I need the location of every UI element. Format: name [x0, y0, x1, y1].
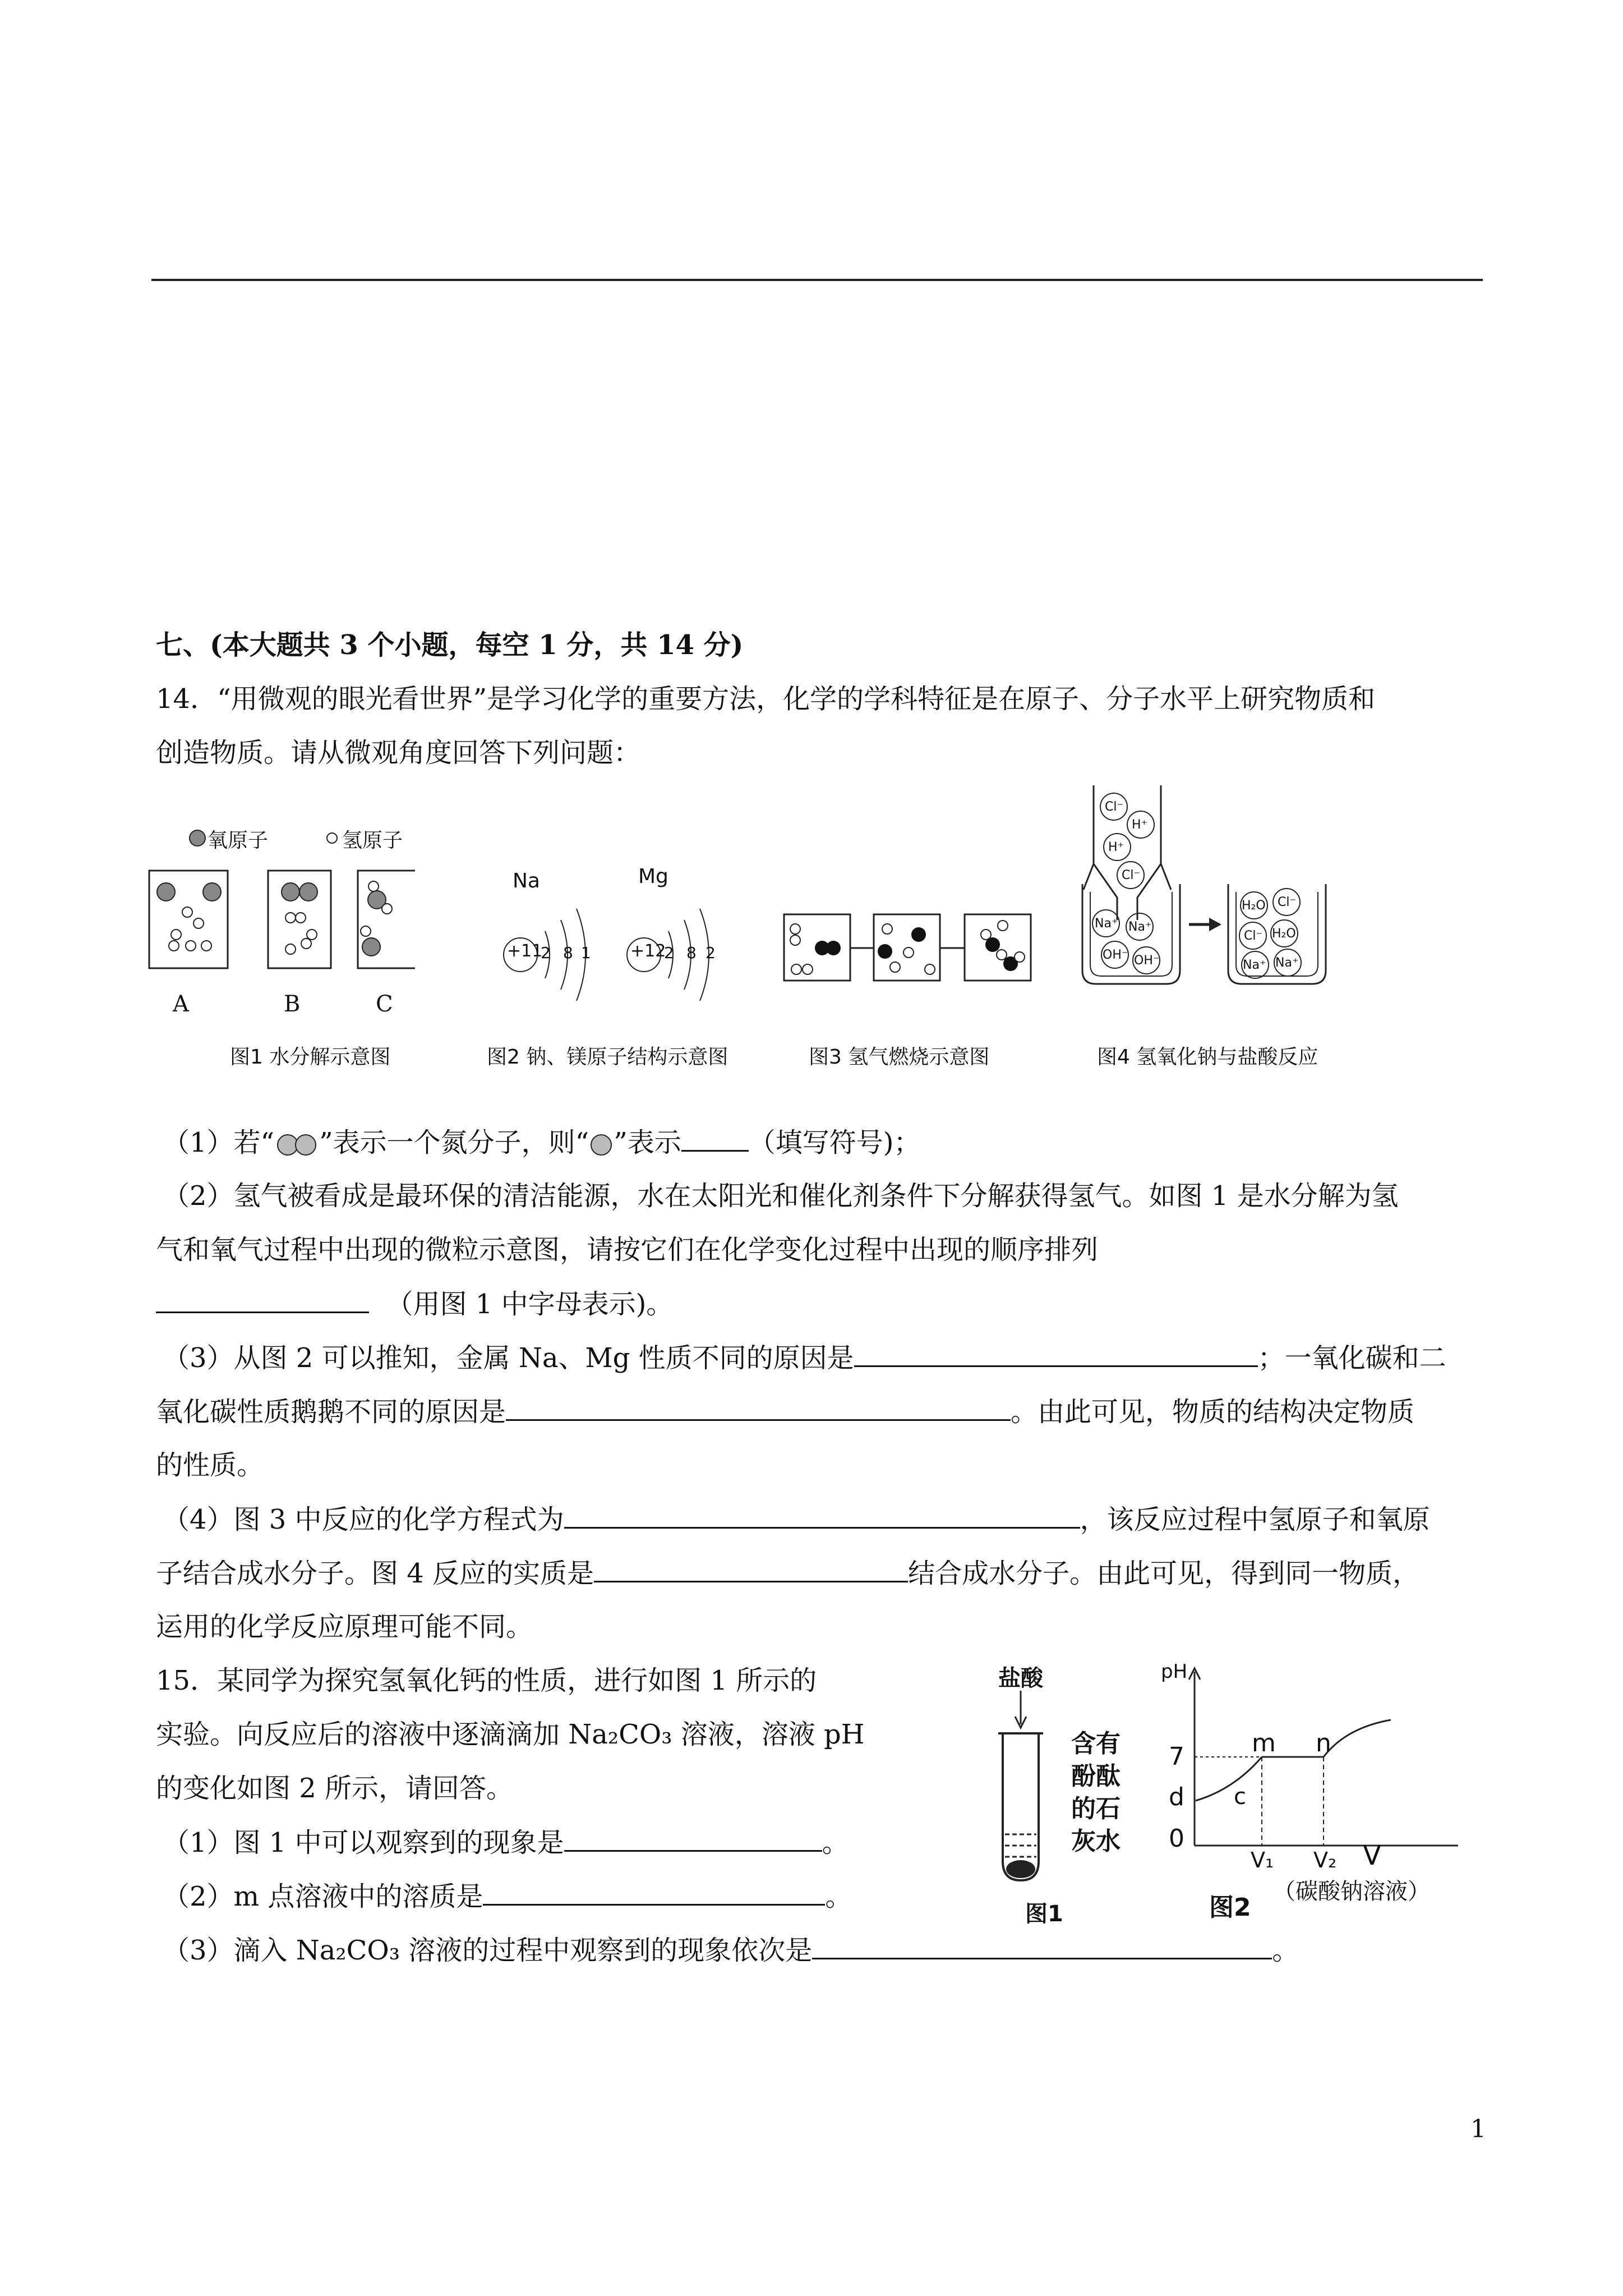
q15-p2-answer-blank[interactable] — [483, 1879, 825, 1906]
fig4-after-h2o-1: H₂O — [1242, 899, 1266, 913]
q15-fig2-point-m: m — [1252, 1729, 1276, 1757]
fig1-label-c: C — [376, 991, 393, 1017]
q14-p3-answer-blank-1[interactable] — [854, 1341, 1258, 1367]
q15-figure-1-test-tube — [987, 1660, 1155, 1930]
q15-fig2-y7: 7 — [1169, 1742, 1184, 1771]
q14-part2-line1: （2）氢气被看成是最环保的清洁能源，水在太阳光和催化剂条件下分解获得氢气。如图 1 是水分解为氢 — [163, 1180, 1399, 1212]
fig2-na-nucleus: +11 — [507, 941, 543, 961]
fig1-caption: 图1 水分解示意图 — [230, 1046, 391, 1069]
fig1-label-a: A — [173, 991, 189, 1017]
q15-fig2-yd: d — [1169, 1783, 1184, 1811]
nitrogen-atom-icon — [589, 1133, 614, 1157]
figure-4-neutralization — [1077, 780, 1346, 1077]
q15-fig1-side-3: 的石 — [1071, 1795, 1121, 1823]
header-rule — [151, 279, 1483, 281]
q14-part4-line2 — [156, 1556, 1419, 1590]
fig4-before-oh-1: OH⁻ — [1103, 948, 1128, 962]
q15-fig2-origin: 0 — [1169, 1824, 1184, 1853]
q14-part4-line1 — [163, 1502, 1430, 1536]
legend-hydrogen-label: 氢原子 — [342, 829, 403, 852]
fig2-caption: 图2 钠、镁原子结构示意图 — [487, 1046, 728, 1069]
q15-p2-end: 。 — [825, 1881, 852, 1912]
q14-p4-text-d: 结合成水分子。由此可见，得到同一物质， — [908, 1558, 1420, 1589]
q14-p4-text-a: （4）图 3 中反应的化学方程式为 — [163, 1504, 564, 1535]
q15-fig2-point-c: c — [1234, 1784, 1246, 1810]
q14-p1-text-c: ”表示 — [614, 1127, 681, 1158]
figure-1-water-decomposition — [146, 819, 415, 1077]
nitrogen-molecule-icon — [274, 1133, 319, 1157]
q15-fig1-hcl-label: 盐酸 — [998, 1665, 1043, 1691]
fig3-svg — [780, 909, 1049, 993]
q15-figure-2-ph-curve — [1155, 1660, 1469, 1930]
fig4-after-cl-2: Cl⁻ — [1244, 929, 1263, 943]
q15-fig2-caption: 图2 — [1209, 1893, 1251, 1922]
q15-p2-text: （2）m 点溶液中的溶质是 — [163, 1881, 483, 1912]
q14-p4-text-c: 子结合成水分子。图 4 反应的实质是 — [156, 1558, 594, 1589]
fig4-after-na-1: Na⁺ — [1243, 958, 1266, 972]
q14-p1-answer-blank[interactable] — [681, 1125, 749, 1152]
fig4-after-na-2: Na⁺ — [1275, 956, 1299, 970]
q14-p4-answer-blank-1[interactable] — [564, 1502, 1080, 1529]
q14-p1-text-d: （填写符号)； — [748, 1127, 921, 1158]
q15-fig1-side-2: 酚酞 — [1071, 1762, 1121, 1791]
q14-part1 — [163, 1125, 920, 1159]
q14-p3-text-c: 氧化碳性质鹅鹅不同的原因是 — [156, 1396, 506, 1428]
legend-hydrogen-atom — [327, 833, 337, 843]
fig2-mg-shell3: 2 — [706, 944, 716, 962]
q15-part2 — [163, 1879, 852, 1913]
q15-p1-text: （1）图 1 中可以观察到的现象是 — [163, 1827, 564, 1858]
q14-p3-text-d: 。由此可见，物质的结构决定物质 — [1011, 1396, 1415, 1428]
q14-p3-text-b: ；一氧化碳和二 — [1257, 1342, 1446, 1374]
fig4-before-na-1: Na⁺ — [1095, 917, 1118, 931]
q15-stem-line3: 的变化如图 2 所示，请回答。 — [156, 1773, 514, 1804]
q15-fig2-point-n: n — [1316, 1729, 1331, 1757]
section-title: 七、(本大题共 3 个小题，每空 1 分，共 14 分) — [156, 629, 744, 661]
figure-2-atom-structure — [482, 865, 751, 1077]
legend-oxygen-label: 氧原子 — [208, 829, 269, 852]
fig2-na-shell2: 8 — [563, 944, 573, 962]
legend-oxygen-atom — [190, 830, 205, 846]
q15-fig2-v2: V₂ — [1313, 1848, 1337, 1872]
fig1-label-b: B — [284, 991, 301, 1017]
q14-part3-line2 — [156, 1395, 1414, 1429]
q14-part3-line3: 的性质。 — [156, 1450, 264, 1481]
fig4-ion-h-1: H⁺ — [1132, 818, 1148, 832]
fig2-mg-shell2: 8 — [686, 944, 697, 962]
q15-part1 — [163, 1825, 849, 1860]
q14-p1-text-b: ”表示一个氮分子，则“ — [319, 1127, 589, 1158]
q15-p1-end: 。 — [822, 1827, 849, 1858]
q14-part2-line2: 气和氧气过程中出现的微粒示意图，请按它们在化学变化过程中出现的顺序排列 — [156, 1234, 1099, 1266]
q15-part3 — [163, 1933, 1299, 1967]
q15-p3-end: 。 — [1272, 1935, 1299, 1966]
q15-stem-line1: 15．某同学为探究氢氧化钙的性质，进行如图 1 所示的 — [156, 1665, 817, 1696]
fig4-ion-cl-1: Cl⁻ — [1105, 800, 1124, 814]
fig2-na-shell3: 1 — [581, 944, 591, 962]
fig4-ion-h-2: H⁺ — [1108, 840, 1124, 854]
q15-p3-answer-blank[interactable] — [812, 1933, 1272, 1959]
fig2-na-shell1: 2 — [541, 944, 551, 962]
fig4-caption: 图4 氢氧化钠与盐酸反应 — [1097, 1046, 1318, 1069]
q15-fig2-svg — [1155, 1660, 1469, 1885]
fig2-mg-label: Mg — [638, 865, 668, 888]
q15-fig1-caption: 图1 — [1025, 1901, 1063, 1927]
q14-stem-line1: 14．“用微观的眼光看世界”是学习化学的重要方法，化学的学科特征是在原子、分子水平上研究物质和 — [156, 683, 1376, 715]
figure-3-hydrogen-combustion — [780, 909, 1049, 1077]
q15-fig2-xnote: （碳酸钠溶液） — [1273, 1879, 1430, 1904]
fig4-svg — [1077, 780, 1346, 1015]
q15-fig2-ylabel: pH — [1161, 1660, 1188, 1683]
q14-p4-text-b: ，该反应过程中氢原子和氧原 — [1080, 1504, 1430, 1535]
q15-fig1-side-4: 灰水 — [1071, 1827, 1121, 1856]
q14-part2-line3 — [156, 1287, 673, 1321]
fig3-caption: 图3 氢气燃烧示意图 — [809, 1046, 990, 1069]
q15-fig2-v1: V₁ — [1251, 1848, 1274, 1872]
fig1-svg — [146, 819, 415, 1077]
q15-p3-text: （3）滴入 Na₂CO₃ 溶液的过程中观察到的现象依次是 — [163, 1935, 813, 1966]
fig2-na-label: Na — [513, 869, 540, 892]
q15-fig2-v-axis: V — [1363, 1840, 1381, 1871]
fig2-mg-shell1: 2 — [664, 944, 674, 962]
page-number: 1 — [1470, 2115, 1486, 2143]
fig4-ion-cl-2: Cl⁻ — [1122, 868, 1141, 882]
fig4-after-cl-1: Cl⁻ — [1278, 895, 1297, 909]
q14-p3-text-a: （3）从图 2 可以推知，金属 Na、Mg 性质不同的原因是 — [163, 1342, 854, 1374]
q14-p3-answer-blank-2[interactable] — [506, 1395, 1011, 1421]
fig4-before-na-2: Na⁺ — [1128, 920, 1152, 934]
q15-fig1-side-1: 含有 — [1071, 1729, 1121, 1758]
q14-p4-answer-blank-2[interactable] — [594, 1556, 908, 1582]
q14-p2-answer-blank[interactable] — [156, 1287, 369, 1313]
q14-stem-line2: 创造物质。请从微观角度回答下列问题： — [156, 737, 641, 769]
q14-part3-line1 — [163, 1341, 1446, 1375]
fig4-after-h2o-2: H₂O — [1272, 927, 1296, 941]
fig2-mg-nucleus: +12 — [630, 941, 666, 961]
fig4-before-oh-2: OH⁻ — [1134, 954, 1160, 968]
q14-part4-line3: 运用的化学反应原理可能不同。 — [156, 1611, 533, 1642]
q14-p2-text-line3: （用图 1 中字母表示)。 — [386, 1289, 674, 1320]
q15-stem-line2: 实验。向反应后的溶液中逐滴滴加 Na₂CO₃ 溶液，溶液 pH — [156, 1719, 865, 1750]
q15-p1-answer-blank[interactable] — [564, 1825, 822, 1852]
q14-p1-text-a: （1）若“ — [163, 1127, 275, 1158]
